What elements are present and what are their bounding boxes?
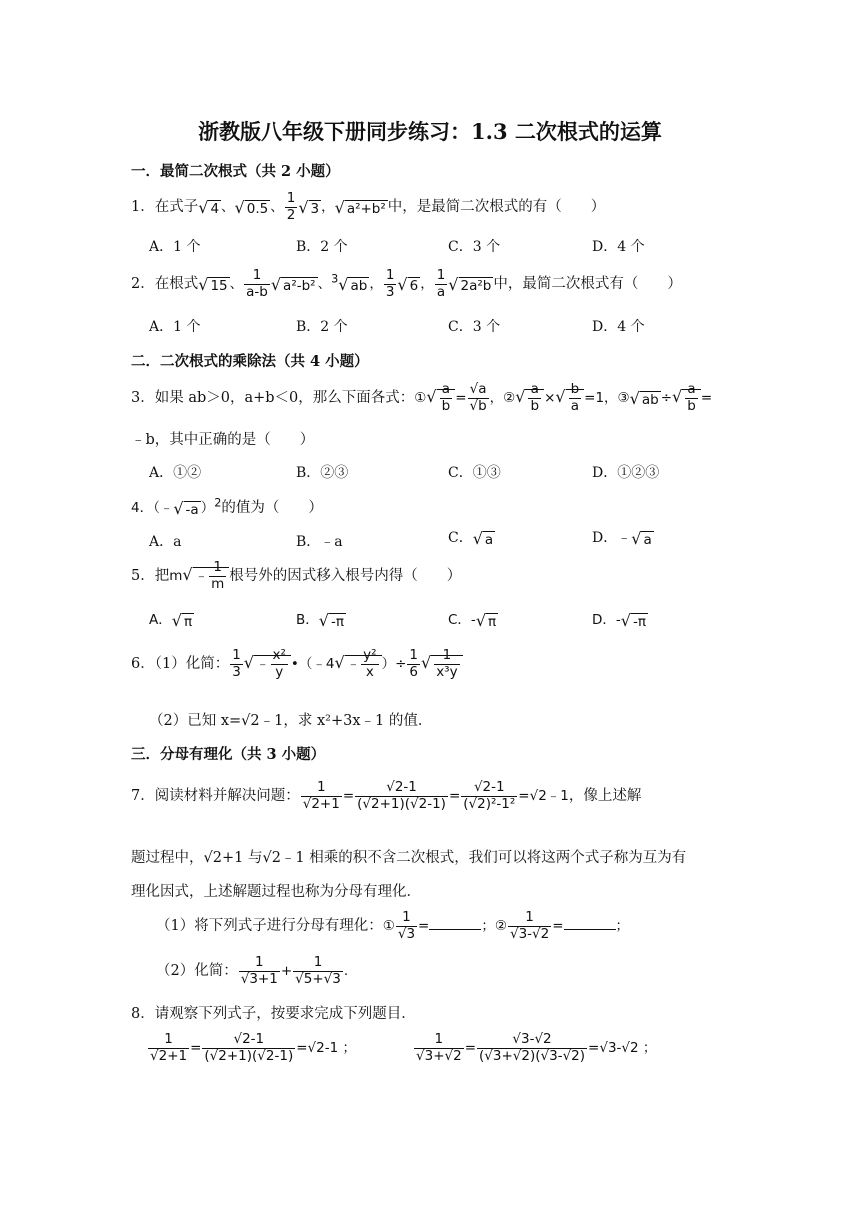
question-7-sub-1-label: （1）将下列式子进行分母有理化： <box>156 918 383 935</box>
question-1-expressions: √ 4 、√ 0.5 、 $\frac{1}{2}$ √ 3 ，√ a²+b² <box>198 190 386 223</box>
question-8-example-2: $\frac{1}{√3+√2}$ = $\frac{√3-√2}{(√3+√2)(√3-√2)}$ =√3-√2 ； <box>416 1031 657 1064</box>
question-4 <box>131 496 323 518</box>
q3-option-c: C．①③ <box>448 465 501 481</box>
q3-option-d: D．①②③ <box>592 465 660 481</box>
question-7-sub-1 <box>156 910 629 942</box>
question-4-expression: 4．（﹣√ -a ）$^2$ <box>131 496 222 518</box>
q2-option-c: C．3 个 <box>448 319 501 335</box>
q2-option-b: B．2 个 <box>296 319 348 335</box>
section-heading-2: 二．二次根式的乘除法（共 4 小题） <box>131 353 369 370</box>
question-7-example: $\frac{1}{√2+1}$ = $\frac{√2-1}{(√2+1)(√2-1)}$ = $\frac{√2-1}{\text{(√2)²-1²}}$ =√2﹣1 <box>302 779 569 812</box>
question-1-text-b: 中，是最简二次根式的有（ ） <box>387 199 606 216</box>
question-3-expressions: ①√ $\frac{a}{b}$ = $\frac{√a}{√b}$ ，②√ $\frac{a}{b}$ ×√ $\frac{b}{a}$ =1，③√ ab ÷√ $\frac{a}{b}$ = <box>414 381 713 414</box>
q2-option-a: A．1 个 <box>149 319 201 335</box>
q3-option-a: A．①② <box>149 465 202 481</box>
question-8-example-1: $\frac{1}{√2+1}$ = $\frac{√2-1}{(√2+1)(√2-1)}$ =√2-1 ； <box>150 1031 356 1064</box>
question-2-text-b: 中，最简二次根式有（ ） <box>493 276 682 293</box>
section-heading-3: 三．分母有理化（共 3 小题） <box>131 746 326 763</box>
question-4-text-b: 的值为（ ） <box>221 500 323 516</box>
question-6 <box>131 648 463 680</box>
q4-option-b: B．﹣a <box>296 534 343 550</box>
section-heading-1: 一．最简二次根式（共 2 小题） <box>131 163 340 180</box>
q1-option-a: A．1 个 <box>149 239 201 255</box>
question-6-expression: $\frac{1}{3}$ √ ﹣ $\frac{\text{x²}}{y}$ •（﹣4√ ﹣ $\frac{\text{y²}}{x}$ ）÷ $\frac{1}{6}$ √ $\frac{1}{\text{x³y}}$ <box>229 656 462 672</box>
question-5-expression: m√ ﹣ $\frac{1}{m}$ <box>169 568 229 584</box>
question-5-text-a: 5．把 <box>131 568 170 585</box>
q5-option-c: C．-√ π <box>448 610 497 630</box>
question-6-part-2: （2）已知 x=√2﹣1，求 x²+3x﹣1 的值． <box>149 713 433 729</box>
question-7-text-a: 7．阅读材料并解决问题： <box>131 788 300 805</box>
q5-option-b: B．√ -π <box>296 610 344 630</box>
question-2-text-a: 2．在根式 <box>131 276 199 293</box>
question-7 <box>131 780 641 812</box>
q3-option-b: B．②③ <box>296 465 349 481</box>
q1-option-d: D．4 个 <box>592 239 645 255</box>
question-7-sub-2-label: （2）化简： <box>156 963 238 980</box>
q4-option-d-label: D．﹣ <box>592 530 632 546</box>
question-7-sub-2 <box>156 955 348 987</box>
question-5-text-b: 根号外的因式移入根号内得（ ） <box>229 568 462 585</box>
q4-option-d: D．﹣√ a <box>592 528 652 548</box>
q5-option-d: D．-√ -π <box>592 610 646 630</box>
question-7-line-3: 理化因式，上述解题过程也称为分母有理化． <box>131 884 421 900</box>
answer-blank-1[interactable] <box>429 917 481 930</box>
question-2 <box>131 268 682 300</box>
q1-option-b: B．2 个 <box>296 239 348 255</box>
question-2-expressions: √ 15 、 $\frac{1}{a-b}$ √ a²-b² 、$^3$√ ab ， $\frac{1}{3}$ √ 6 ， $\frac{1}{a}$ √ 2a²b <box>198 267 492 300</box>
question-7-sub-2-expression: $\frac{1}{√3+1}$ + $\frac{1}{√5+√3}$ . <box>240 954 349 987</box>
q4-option-c: C．√ a <box>448 528 494 548</box>
question-7-line-2: 题过程中，√2+1 与√2﹣1 相乘的积不含二次根式，我们可以将这两个式子称为互为有 <box>131 850 687 866</box>
q4-option-a: A．a <box>149 534 182 550</box>
question-1-text-a: 1．在式子 <box>131 199 199 216</box>
question-7-text-b: ，像上述解 <box>568 788 642 805</box>
question-3-line-2: ﹣b，其中正确的是（ ） <box>131 432 315 448</box>
question-8: 8．请观察下列式子，按要求完成下列题目． <box>131 1006 416 1022</box>
q2-option-d: D．4 个 <box>592 319 645 335</box>
page-title: 浙教版八年级下册同步练习：1.3 二次根式的运算 <box>198 119 662 144</box>
question-7-sub-1-expressions: ① $\frac{1}{√3}$ = ；② $\frac{1}{√3-√2}$ = ； <box>382 909 630 942</box>
answer-blank-2[interactable] <box>564 917 616 930</box>
q4-option-c-label: C． <box>448 530 473 546</box>
question-5 <box>131 560 461 592</box>
question-1 <box>131 191 605 223</box>
question-3 <box>131 382 712 414</box>
question-3-text-a: 3．如果 ab＞0，a+b＜0，那么下面各式： <box>131 390 415 407</box>
q5-option-a: A．√ π <box>149 610 193 630</box>
q1-option-c: C．3 个 <box>448 239 501 255</box>
question-6-part-1: 6．（1）化简： <box>131 656 230 673</box>
